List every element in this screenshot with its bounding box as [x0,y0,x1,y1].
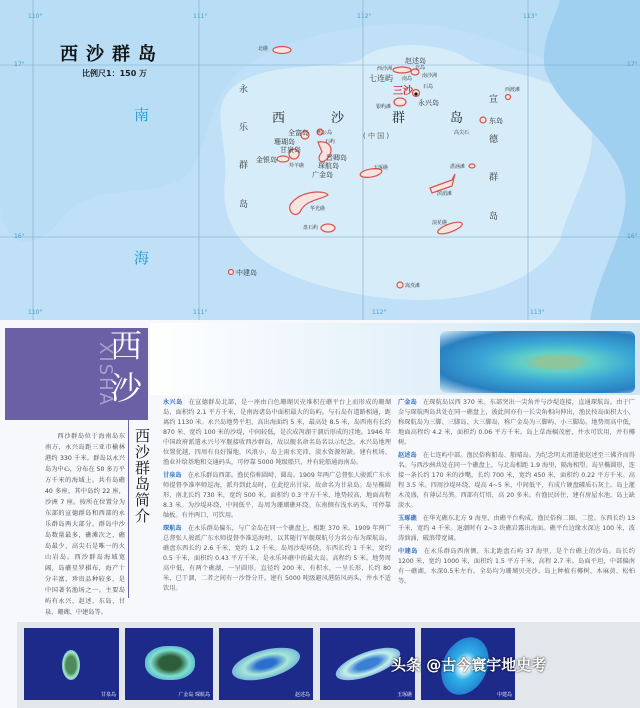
place-label: 金银岛 [256,156,277,164]
title-english: XISHA [95,342,116,407]
place-label: 玉琢礁 [373,165,389,171]
place-label: 银屿滩 [376,104,392,110]
title-char: 沙 [110,369,143,407]
place-label: 晋卿岛 [326,154,347,162]
place-label: 北礁 [258,46,269,52]
entry-text: 在华光礁东北方 9 海里，由礁平台构成。渔民俗称二圈、二筐。东西长约 13 千米，宽约 4 千米。退潮时有 2~3 块礁岩露出海面。礁平台边缘水深达 100 米，波涛汹涌，破浪带宽阔。 [398,515,636,542]
photo-caption: 中建岛 [496,692,512,698]
yongle-label: 群 [239,161,249,171]
xuande-label: 岛 [489,212,499,222]
yongle-label: 永 [239,85,249,95]
entry-text: 在琛航岛以西 370 米。东部突出一尖角并与沙堤连接，直通琛航岛。由于广金与琛航两岛共处在同一礁盘上，彼此间亦有一长尖角相向伸出，渔民按岛面积大小，称琛航岛为三脚、三脚岛、大三脚岛，称广金岛为三脚屿、小三脚岛。地势周高中低，地面高程约 4.2 米，面积约 0.06 平方千米。岛上草海榈茂密，井水可饮用，并有椰树。 [398,399,635,446]
photo-caption: 玉琢礁 [396,692,412,698]
country-label: ( 中 国 ) [363,132,390,140]
place-label: 永兴岛 [418,99,439,107]
place-label: 湛涵滩 [450,164,466,170]
place-label: 珊瑚岛 [274,138,295,146]
title-char: 西 [110,327,143,365]
intro-text: 西沙群岛位于海南岛东南方，永兴岛距三亚市榆林港约 330 千米。群岛以永兴岛为中心，分布在 50 多万平方千米的海域上。共有岛礁 40 多座，其中岛约 22 座，沙洲 7 座。按所在位置分为东部的宣德群岛和西部的永乐群岛两大部分。群岛中沙岛数量最多，礁滩次之，礁岛最少，高尖石是唯一的火山岩岛。西沙群岛海域宽阔，岛礁星罗棋布，海产十分丰富，珍贵品种较多，是中国著名渔场之一。主要岛屿有永兴、赵述、东岛、甘泉、珊瑚、中建岛等。 [45,433,125,616]
place-label: 华光礁 [310,206,326,212]
group-label: 西 [272,111,286,126]
xuande-label: 德 [489,135,499,145]
entry [398,514,635,544]
lon-label: 112° [372,309,387,316]
entry-text: 在七连屿中部。渔民俗称船岛、船晴岛。为纪念明太祖遣使赵述至三佛齐而得名。与西沙洲共处在同一个礁盘上，与北岛相距 1.9 海里，隔海相望。岛呈椭圆形，连接一条长约 170 米的沙嘴，长约 700 米，宽约 450 米，面积约 0.22 平方千米。高程 3.5 米。四周沙堤环绕，堤高 4~5 米，中间低平，有成片硬盘磷质石灰土。岛上灌木茂盛，有薄层鸟粪。西部有灯塔，高 20 多米。有渔民居住，建有房屋水池，岛上缺淡水。 [398,452,635,509]
place-label: 甘泉岛 [280,146,301,154]
place-label: 高尖石 [454,130,470,136]
entry [163,471,391,521]
lon-label: 110° [28,13,43,20]
lon-label: 111° [193,13,208,20]
aerial-island-photo [440,331,635,393]
place-label: 西渡滩 [505,87,521,93]
intro-section [0,320,640,708]
place-label: 广金岛 [312,171,333,179]
place-label: 滨湄滩 [437,191,453,197]
place-label: 东岛 [489,117,503,125]
lon-label: 111° [193,309,208,316]
map-xisha [0,0,640,320]
banner [150,323,640,395]
group-label: 沙 [331,111,345,126]
lat-label: 17° [627,61,638,68]
place-label: 羚羊礁 [289,163,305,169]
satellite-photo [125,628,213,700]
section-subtitle: 西沙群岛简介 [133,428,151,524]
group-label: 岛 [450,111,464,126]
place-label: 嵩焘滩 [405,283,421,289]
sea-label: 南 [134,106,150,124]
entry [398,398,635,448]
lat-label: 16° [14,233,25,240]
sea-label: 海 [134,249,150,267]
entry-name: 玉琢礁 [398,515,417,522]
place-label: 琛航岛 [318,162,339,170]
group-label: 群 [392,111,406,126]
shallow-water [220,45,592,300]
place-label: 石岛 [423,84,434,90]
entry-name: 赵述岛 [398,452,417,459]
map-scale: 比例尺1：150 万 [82,69,148,78]
place-label: 中建岛 [236,269,257,277]
place-label: 南岛 [402,76,413,82]
entry [398,547,635,587]
place-label: 七连屿 [369,74,393,83]
xuande-label: 群 [489,173,499,183]
entry-name: 广金岛 [398,399,417,406]
photo-caption: 甘泉岛 [100,692,116,698]
place-label: 西沙洲 [377,66,393,72]
lat-label: 16° [627,233,638,240]
divider [128,420,129,598]
lon-label: 113° [523,13,538,20]
entries-column-left [163,398,391,597]
place-label: 全富岛 [288,129,309,137]
sansha-city-label: 三沙 [393,86,413,97]
entry [163,398,391,468]
yongle-label: 乐 [239,123,249,133]
yongle-label: 岛 [239,200,249,210]
entry-text: 在宣德群岛北部，是一座由白色珊瑚贝壳堆积在礁平台上而形成的珊瑚岛，面积约 2.1 平方千米，是南海诸岛中面积最大的岛屿。与石岛有道路相通，距离约 1130 米。永兴岛地势平坦，高出海面约 5 米，最高处 8.5 米，岛西南有长约 870 米、宽约 100 米的沙堤，中间较低，是次成泻湖干涸后形成的洼地。1946 年中国政府派遣永兴号军舰接收西沙群岛，故以舰名命名岛名以示纪念。永兴岛地理位置优越，四周有良好锚地，风浪小，岛上雨水充沛，淡水资源短缺。建有机场、渔业补给基地和交通码头，可停靠 5000 吨级船只，并有轮船通海南岛。 [163,399,392,466]
entry-name: 甘泉岛 [163,472,182,479]
photo-strip [17,622,640,708]
sansha-city-dot [414,92,417,95]
watermark: 头条 @古今寰宇地史考 [391,656,547,674]
place-label: 南沙洲 [422,73,438,79]
entry-text: 在永乐群岛西部。渔民俗称圆峙、圆岛。1909 年两广总督张人骏派广东水师提督李准率师巡海，派舟到此岛时，在此挖出甘泉，故命名为甘泉岛。岛呈椭圆形，南北长约 730 米，宽约 500 米，面积约 0.3 平方千米，地势较高，地面高程 8.3 米。为沙堤环绕，中间低平，岛周为珊瑚礁环绕。东南侧有浅水码头，可停靠舢板。有井两口，可饮用。 [163,472,392,519]
photo-caption: 赵述岛 [294,692,310,698]
place-label: 浪花礁 [432,220,448,226]
satellite-photo [24,628,119,700]
lon-label: 110° [28,309,43,316]
entry-text: 在永乐群岛偏东，与广金岛在同一个礁盘上，相距 370 米。1909 年两广总督张人骏派广东水师提督李准巡海时，以其随行军舰琛航号为名公布为琛航岛。礁盘东西长约 2.6 千米，宽约 1.2 千米。岛周沙堤环绕，东西长约 1 千米，宽约 0.5 千米，面积约 0.43 平方千米，是永乐环礁中的最大岛。高程约 5 米。地势周高中低，有两个礁湖，一呈圆形，直径约 200 米，有积水，一呈长形，长约 80 米，已干涸，二者之间有一沙脊分开。建有 5000 吨级避风港防风码头，井水不适饮用。 [163,525,391,592]
lat-label: 17° [14,61,25,68]
lon-label: 112° [357,13,372,20]
xuande-label: 宣 [489,95,499,105]
entries-column-right [398,398,635,590]
entry-name: 中建岛 [398,548,418,555]
entry [163,524,391,594]
place-label: 盘石屿 [303,225,319,231]
lon-label: 113° [530,309,545,316]
place-label: 赵述岛 [405,57,426,65]
map-title: 西沙群岛 [60,44,164,65]
entry-text: 在永乐群岛西南侧，东北距盘石屿 37 海里，是个台礁上的沙岛。岛长约 1200 米，宽约 1000 米，面积约 1.5 平方千米，高程 2.7 米。岛面平坦，中部偏南有一礁湖，水深0.5米左右。全岛均为珊瑚贝壳沙。岛上种植有椰树、木麻黄、松柏等。 [398,548,635,585]
satellite-photo [219,628,313,700]
photo-caption: 广金岛 琛航岛 [178,692,210,698]
place-label: 鸭公岛 [317,130,333,136]
entry [398,451,635,511]
entry-name: 琛航岛 [163,525,182,532]
place-label: 北岛 [415,65,426,71]
place-label: 石屿 [325,139,336,145]
entry-name: 永兴岛 [163,399,183,406]
